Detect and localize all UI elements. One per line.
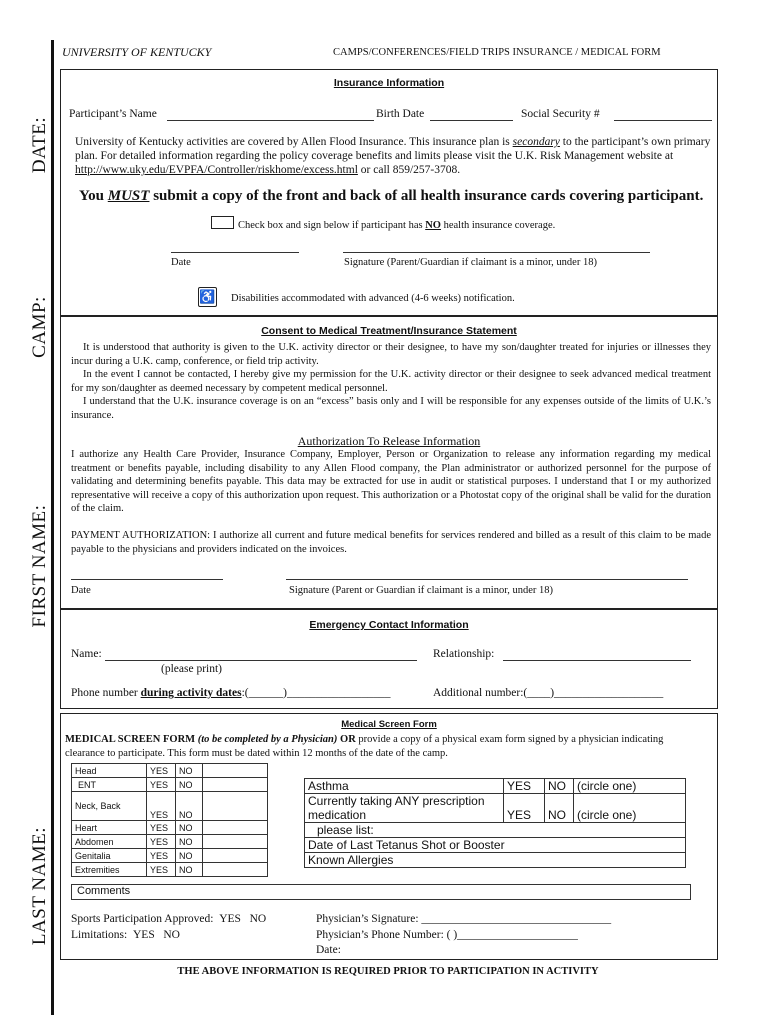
additional-number-field[interactable]: Additional number:(____)___________________	[433, 687, 664, 699]
table-row: Heart YES NO	[72, 821, 268, 835]
consent-signature-label: Signature (Parent or Guardian if claimant is a minor, under 18)	[289, 585, 554, 596]
table-row: Currently taking ANY prescription medication YES NO (circle one)	[305, 794, 686, 823]
table-row: Genitalia YES NO	[72, 849, 268, 863]
physician-date-field[interactable]: Date:	[316, 944, 341, 956]
medical-section	[60, 713, 718, 960]
phone-number-field[interactable]: Phone number during activity dates:(______)__________________	[71, 687, 391, 699]
consent-signature-field[interactable]	[286, 579, 688, 580]
signature-label: Signature (Parent/Guardian if claimant is a minor, under 18)	[344, 257, 597, 268]
emergency-name-label: Name:	[71, 648, 102, 660]
emergency-name-field[interactable]	[105, 660, 417, 661]
print-note: (please print)	[161, 663, 222, 675]
medical-title: Medical Screen Form	[341, 719, 437, 730]
comments-field[interactable]: Comments	[71, 884, 691, 900]
consent-date-label: Date	[71, 585, 91, 596]
ssn-field[interactable]	[614, 120, 712, 121]
table-row: Extremities YES NO	[72, 863, 268, 877]
birth-date-field[interactable]	[430, 120, 513, 121]
emergency-section	[60, 609, 718, 709]
must-submit-notice: You MUST submit a copy of the front and back of all health insurance cards covering participant.	[79, 188, 704, 204]
physician-phone-field[interactable]: Physician’s Phone Number: ( )_____________________	[316, 929, 578, 941]
payment-authorization-text: PAYMENT AUTHORIZATION: I authorize all current and future medical benefits for services rendered and billed as a result of this claim to be made payable to the physicians and providers indicated on the invoices.	[71, 530, 711, 555]
limitations: Limitations: YES NO	[71, 929, 180, 941]
physician-signature-field[interactable]: Physician’s Signature: _________________________________	[316, 913, 612, 925]
risk-management-link[interactable]: http://www.uky.edu/EVPFA/Controller/riskhome/excess.html	[75, 164, 358, 176]
left-border-line	[51, 40, 54, 1015]
side-label-camp: CAMP:	[29, 296, 50, 358]
authorization-text: I authorize any Health Care Provider, Insurance Company, Employer, Person or Organization to release any information regarding my medical treatment or benefits payable, including disability to any Allen Flood company, the Plan administrator or authorized personnel for the purpose of validating and determining benefits payable. This data may be extracted for use in audit or statistical purposes. I understand that I or my authorized representative will receive a copy of this authorization upon request. This authorization or a Photostat copy of the original shall be valid for the duration of the claim.	[71, 449, 711, 514]
birth-date-label: Birth Date	[376, 108, 425, 120]
no-insurance-label: Check box and sign below if participant has NO health insurance coverage.	[238, 220, 556, 231]
table-row: Asthma YES NO (circle one)	[305, 779, 686, 794]
insurance-title: Insurance Information	[333, 77, 445, 89]
authorization-title: Authorization To Release Information	[297, 434, 481, 448]
coverage-text: University of Kentucky activities are covered by Allen Flood Insurance. This insurance plan is secondary to the participant’s own primary plan. For detailed information regarding the policy coverage benefits and limits please visit the U.K. Risk Management website at http://www.uky.edu/EVPFA/Controller/riskhome/excess.html or call 859/257-3708.	[75, 136, 711, 176]
table-row: Abdomen YES NO	[72, 835, 268, 849]
emergency-title: Emergency Contact Information	[309, 619, 469, 631]
consent-date-field[interactable]	[71, 579, 223, 580]
table-row: Date of Last Tetanus Shot or Booster	[305, 838, 686, 853]
no-insurance-signature-field[interactable]	[343, 252, 650, 253]
no-insurance-date-field[interactable]	[171, 252, 299, 253]
body-systems-table	[71, 763, 268, 877]
form-title: CAMPS/CONFERENCES/FIELD TRIPS INSURANCE / MEDICAL FORM	[333, 47, 661, 58]
relationship-label: Relationship:	[433, 648, 495, 660]
side-label-first-name: FIRST NAME:	[29, 504, 50, 628]
no-insurance-checkbox[interactable]	[211, 216, 234, 229]
sports-approval: Sports Participation Approved: YES NO	[71, 913, 267, 925]
table-row: Known Allergies	[305, 853, 686, 868]
consent-section	[60, 316, 718, 609]
disabilities-notice: Disabilities accommodated with advanced (4-6 weeks) notification.	[231, 293, 515, 304]
table-row: ENT YES NO	[72, 778, 268, 792]
accessibility-icon: ♿	[198, 287, 217, 307]
relationship-field[interactable]	[503, 660, 691, 661]
ssn-label: Social Security #	[521, 108, 600, 120]
medical-intro: MEDICAL SCREEN FORM (to be completed by a Physician) OR provide a copy of a physical exam form signed by a physician indicating clearance to participate. This form must be dated within 12 months of the date of the camp.	[65, 734, 664, 759]
consent-title: Consent to Medical Treatment/Insurance Statement	[261, 325, 517, 337]
table-row: please list:	[305, 823, 686, 838]
participant-name-label: Participant’s Name	[69, 108, 157, 120]
university-name: UNIVERSITY OF KENTUCKY	[62, 45, 212, 59]
side-label-date: DATE:	[29, 116, 50, 174]
side-label-last-name: LAST NAME:	[29, 826, 50, 946]
insurance-section	[60, 69, 718, 316]
conditions-table	[304, 778, 686, 868]
table-row: Head YES NO	[72, 764, 268, 778]
footer-notice: THE ABOVE INFORMATION IS REQUIRED PRIOR TO PARTICIPATION IN ACTIVITY	[177, 966, 599, 977]
date-label: Date	[171, 257, 191, 268]
consent-text: It is understood that authority is given to the U.K. activity director or their designee, to have my son/daughter treated for injuries or illnesses they incur during a U.K. camp, conference, or field trip activity. In the event I cannot be contacted, I hereby give my permission for the U.K. activity director or their designee to seek advanced medical treatment for my son/daughter as deemed necessary by competent medical personnel. I understand that the U.K. insurance coverage is on an “excess” basis only and I will be responsible for any expenses outside of the limits of U.K.’s insurance.	[71, 342, 711, 421]
participant-name-field[interactable]	[167, 120, 374, 121]
table-row: Neck, Back YES NO	[72, 792, 268, 821]
